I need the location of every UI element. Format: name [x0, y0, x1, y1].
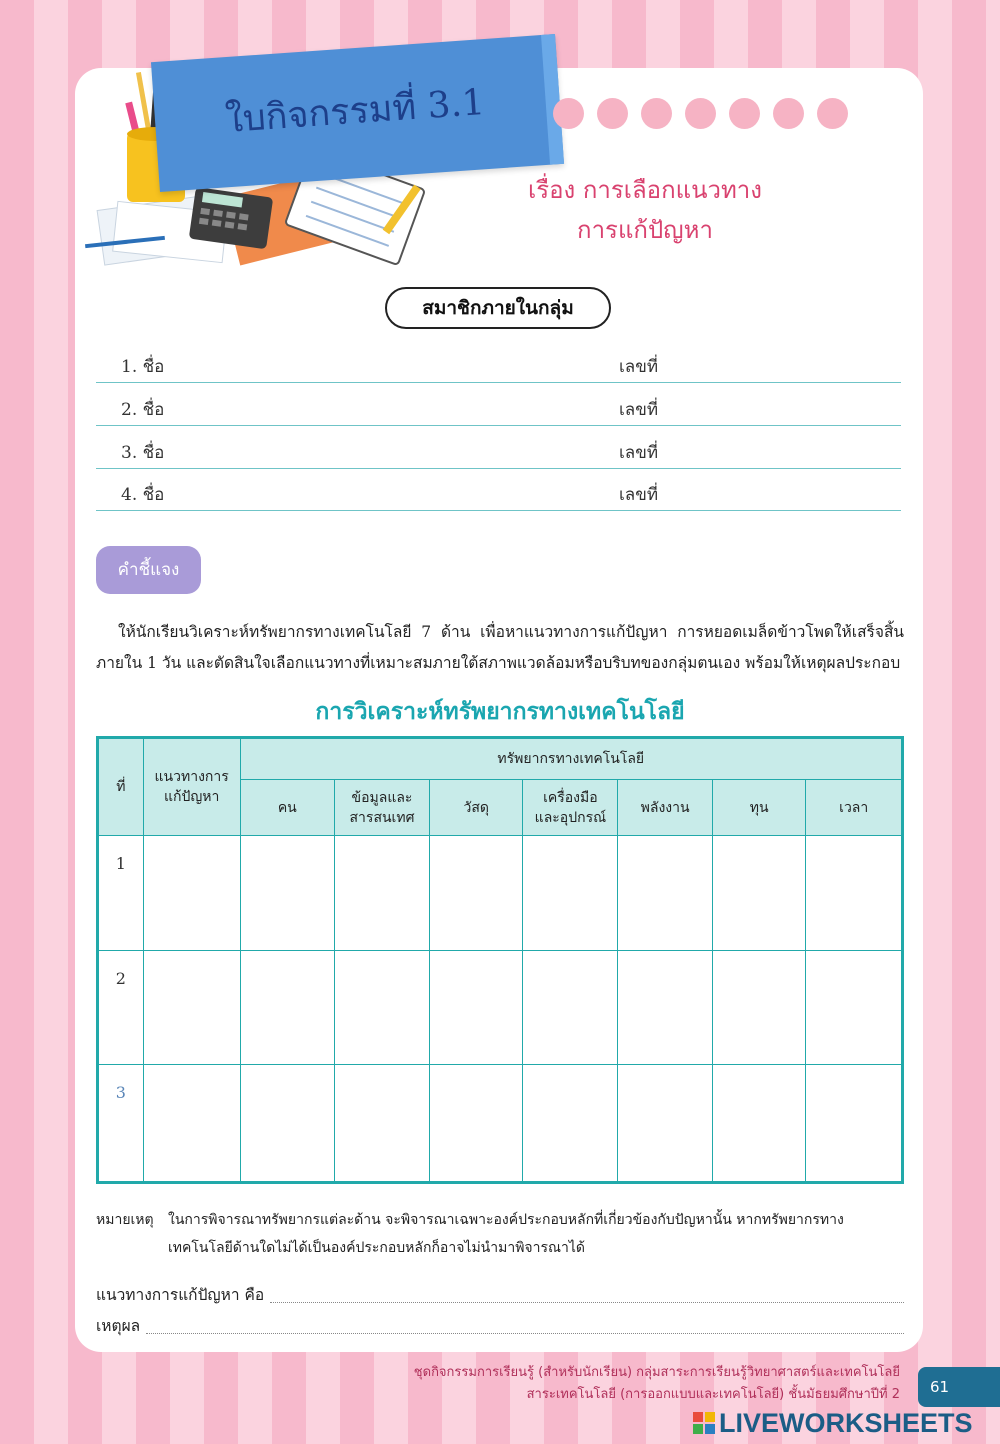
- answer-cell[interactable]: [618, 950, 713, 1065]
- note-block: [96, 1206, 904, 1262]
- answer-cell[interactable]: [523, 836, 618, 951]
- member-name-label: 2. ชื่อ: [121, 400, 165, 420]
- col-header-resource: ข้อมูลและสารสนเทศ: [335, 780, 430, 836]
- footer-text: [414, 1362, 900, 1406]
- col-header-resource: วัสดุ: [429, 780, 523, 836]
- decorative-dots: [553, 98, 848, 129]
- col-header-no: ที่: [98, 738, 144, 836]
- answer-cell[interactable]: [143, 836, 240, 951]
- row-number: 1: [98, 836, 144, 951]
- instructions-badge: คำชี้แจง: [96, 546, 201, 594]
- table-row: [98, 1065, 903, 1183]
- instructions-paragraph: [96, 617, 904, 679]
- members-heading: สมาชิกภายในกลุ่ม: [385, 287, 611, 329]
- member-name-label: 1. ชื่อ: [121, 357, 165, 377]
- note-label: หมายเหตุ: [96, 1212, 154, 1228]
- answer-cell[interactable]: [240, 950, 334, 1065]
- note-text: ในการพิจารณาทรัพยากรแต่ละด้าน จะพิจารณาเฉพาะองค์ประกอบหลักที่เกี่ยวข้องกับปัญหานั้น หากทรัพยากรทางเทคโนโลยีด้านใดไม่ได้เป็นองค์ประกอบหลักก็อาจไม่นำมาพิจารณาได้: [168, 1212, 844, 1256]
- dot: [729, 98, 760, 129]
- member-row[interactable]: [96, 468, 901, 511]
- approach-input-rule[interactable]: [270, 1302, 904, 1303]
- answer-cell[interactable]: [712, 950, 805, 1065]
- col-header-resource: เวลา: [806, 780, 903, 836]
- answer-cell[interactable]: [618, 1065, 713, 1183]
- instructions-text: ให้นักเรียนวิเคราะห์ทรัพยากรทางเทคโนโลยี 7 ด้าน เพื่อหาแนวทางการแก้ปัญหา การหยอดเมล็ดข้าวโพดให้เสร็จสิ้นภายใน 1 วัน และตัดสินใจเลือกแนวทางที่เหมาะสมภายใต้สภาพแวดล้อมหรือบริบทของกลุ่มตนเอง พร้อมให้เหตุผลประกอบ: [96, 623, 904, 672]
- answer-cell[interactable]: [240, 836, 334, 951]
- answer-cell[interactable]: [335, 1065, 430, 1183]
- liveworksheets-logo[interactable]: [693, 1405, 973, 1441]
- approach-label: แนวทางการแก้ปัญหา คือ: [96, 1286, 265, 1304]
- approach-answer-line[interactable]: [96, 1282, 904, 1307]
- table-title: การวิเคราะห์ทรัพยากรทางเทคโนโลยี: [315, 699, 685, 725]
- col-header-resource: พลังงาน: [618, 780, 713, 836]
- footer-line-2: สาระเทคโนโลยี (การออกแบบและเทคโนโลยี) ชั้นมัธยมศึกษาปีที่ 2: [526, 1387, 900, 1402]
- brand-name: LIVEWORKSHEETS: [719, 1407, 973, 1438]
- answer-cell[interactable]: [429, 836, 523, 951]
- table-row: [98, 836, 903, 951]
- activity-title: ใบกิจกรรมที่ 3.1: [223, 81, 487, 142]
- answer-cell[interactable]: [806, 1065, 903, 1183]
- row-number: 2: [98, 950, 144, 1065]
- topic-line-2: การแก้ปัญหา: [577, 216, 713, 244]
- member-number-label: เลขที่: [619, 400, 659, 420]
- dot: [553, 98, 584, 129]
- answer-cell[interactable]: [240, 1065, 334, 1183]
- member-number-label: เลขที่: [619, 357, 659, 377]
- answer-cell[interactable]: [712, 836, 805, 951]
- col-header-resource: ทุน: [712, 780, 805, 836]
- reason-input-rule[interactable]: [146, 1333, 904, 1334]
- dot: [685, 98, 716, 129]
- member-row[interactable]: [96, 383, 901, 426]
- col-header-resource: เครื่องมือและอุปกรณ์: [523, 780, 618, 836]
- reason-label: เหตุผล: [96, 1317, 141, 1335]
- page-number: 61: [918, 1367, 1000, 1407]
- topic-heading: [500, 170, 790, 250]
- answer-cell[interactable]: [429, 950, 523, 1065]
- member-row[interactable]: [96, 340, 901, 383]
- member-number-label: เลขที่: [619, 443, 659, 463]
- member-number-label: เลขที่: [619, 485, 659, 505]
- answer-cell[interactable]: [712, 1065, 805, 1183]
- answer-cell[interactable]: [806, 836, 903, 951]
- brand-grid-icon: [693, 1412, 715, 1434]
- footer-line-1: ชุดกิจกรรมการเรียนรู้ (สำหรับนักเรียน) กลุ่มสาระการเรียนรู้วิทยาศาสตร์และเทคโนโลยี: [413, 1365, 900, 1380]
- topic-line-1: เรื่อง การเลือกแนวทาง: [528, 176, 762, 204]
- row-number: 3: [98, 1065, 144, 1183]
- answer-cell[interactable]: [335, 836, 430, 951]
- resource-analysis-table: [96, 736, 904, 1184]
- dot: [597, 98, 628, 129]
- answer-cell[interactable]: [523, 950, 618, 1065]
- calculator-icon: [189, 187, 273, 249]
- col-header-approach: แนวทางการแก้ปัญหา: [143, 738, 240, 836]
- answer-cell[interactable]: [143, 1065, 240, 1183]
- answer-cell[interactable]: [143, 950, 240, 1065]
- dot: [773, 98, 804, 129]
- dot: [817, 98, 848, 129]
- col-header-resource: คน: [240, 780, 334, 836]
- answer-cell[interactable]: [806, 950, 903, 1065]
- group-header-resources: ทรัพยากรทางเทคโนโลยี: [240, 738, 902, 780]
- member-name-label: 4. ชื่อ: [121, 485, 165, 505]
- member-name-label: 3. ชื่อ: [121, 443, 165, 463]
- answer-cell[interactable]: [335, 950, 430, 1065]
- answer-cell[interactable]: [618, 836, 713, 951]
- member-row[interactable]: [96, 426, 901, 469]
- dot: [641, 98, 672, 129]
- reason-answer-line[interactable]: [96, 1313, 904, 1338]
- answer-cell[interactable]: [429, 1065, 523, 1183]
- answer-cell[interactable]: [523, 1065, 618, 1183]
- table-row: [98, 950, 903, 1065]
